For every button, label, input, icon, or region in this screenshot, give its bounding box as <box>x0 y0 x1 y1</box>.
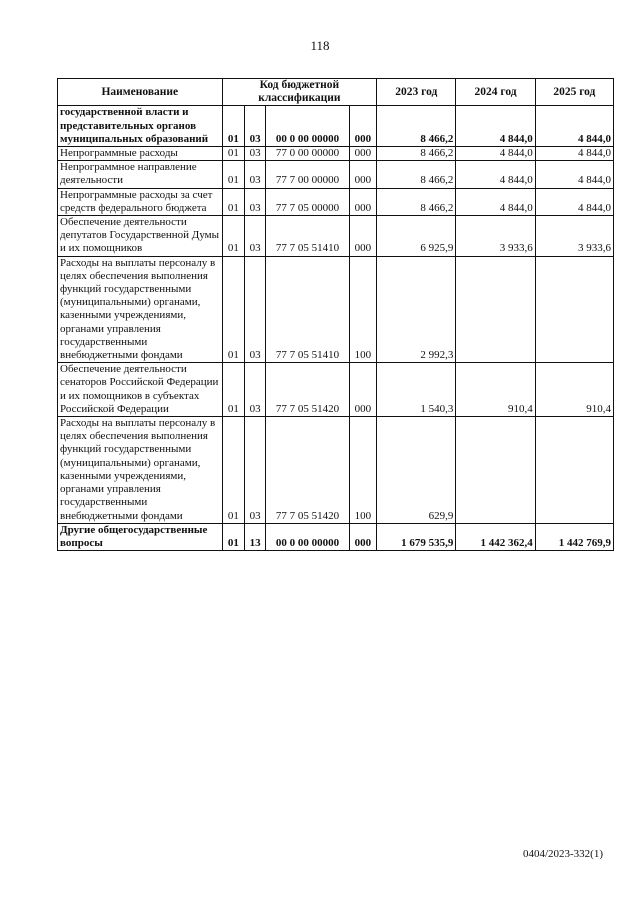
value-2024: 910,4 <box>456 363 535 417</box>
header-2023: 2023 год <box>377 79 456 106</box>
target-article-code: 77 0 00 00000 <box>266 147 349 161</box>
row-name: Другие общегосударственные вопросы <box>58 523 223 550</box>
value-2025: 4 844,0 <box>535 106 613 147</box>
header-name: Наименование <box>58 79 223 106</box>
target-article-code: 77 7 05 51420 <box>266 417 349 524</box>
subsection-code: 03 <box>245 256 266 363</box>
target-article-code: 00 0 00 00000 <box>266 106 349 147</box>
section-code: 01 <box>222 106 244 147</box>
header-code: Код бюджетной классификации <box>222 79 377 106</box>
table-row <box>58 363 614 417</box>
row-name: государственной власти и представительных органов муниципальных образований <box>58 106 223 147</box>
table-row <box>58 188 614 215</box>
section-code: 01 <box>222 216 244 257</box>
section-code: 01 <box>222 417 244 524</box>
target-article-code: 77 7 05 51420 <box>266 363 349 417</box>
expense-type-code: 000 <box>349 106 376 147</box>
target-article-code: 00 0 00 00000 <box>266 523 349 550</box>
value-2024: 4 844,0 <box>456 188 535 215</box>
row-name: Расходы на выплаты персоналу в целях обеспечения выполнения функций государственными (муниципальными) органами, казенными учреждениями, органами управления государственными внебюджетными фондами <box>58 256 223 363</box>
value-2025: 4 844,0 <box>535 147 613 161</box>
value-2024 <box>456 256 535 363</box>
expense-type-code: 000 <box>349 216 376 257</box>
table-row <box>58 161 614 188</box>
expense-type-code: 000 <box>349 161 376 188</box>
subsection-code: 03 <box>245 363 266 417</box>
value-2024: 4 844,0 <box>456 147 535 161</box>
subsection-code: 03 <box>245 417 266 524</box>
subsection-code: 03 <box>245 216 266 257</box>
target-article-code: 77 7 00 00000 <box>266 161 349 188</box>
expense-type-code: 000 <box>349 523 376 550</box>
row-name: Непрограммные расходы <box>58 147 223 161</box>
value-2023: 6 925,9 <box>377 216 456 257</box>
value-2023: 8 466,2 <box>377 188 456 215</box>
table-row <box>58 417 614 524</box>
table-row <box>58 216 614 257</box>
section-code: 01 <box>222 363 244 417</box>
page-number: 118 <box>310 38 330 53</box>
table-row <box>58 147 614 161</box>
value-2023: 1 679 535,9 <box>377 523 456 550</box>
value-2023: 8 466,2 <box>377 147 456 161</box>
budget-table <box>57 78 614 551</box>
value-2025: 910,4 <box>535 363 613 417</box>
value-2025 <box>535 256 613 363</box>
section-code: 01 <box>222 188 244 215</box>
value-2025: 4 844,0 <box>535 188 613 215</box>
value-2023: 2 992,3 <box>377 256 456 363</box>
expense-type-code: 000 <box>349 147 376 161</box>
target-article-code: 77 7 05 51410 <box>266 216 349 257</box>
row-name: Непрограммные расходы за счет средств федерального бюджета <box>58 188 223 215</box>
table-row <box>58 523 614 550</box>
section-code: 01 <box>222 523 244 550</box>
expense-type-code: 100 <box>349 417 376 524</box>
target-article-code: 77 7 05 51410 <box>266 256 349 363</box>
header-2024: 2024 год <box>456 79 535 106</box>
row-name: Расходы на выплаты персоналу в целях обеспечения выполнения функций государственными (муниципальными) органами, казенными учреждениями, органами управления государственными внебюджетными фондами <box>58 417 223 524</box>
expense-type-code: 000 <box>349 363 376 417</box>
value-2024: 4 844,0 <box>456 106 535 147</box>
value-2025 <box>535 417 613 524</box>
value-2023: 8 466,2 <box>377 161 456 188</box>
value-2024 <box>456 417 535 524</box>
value-2025: 1 442 769,9 <box>535 523 613 550</box>
table-header-row <box>58 79 614 106</box>
section-code: 01 <box>222 147 244 161</box>
subsection-code: 03 <box>245 188 266 215</box>
header-2025: 2025 год <box>535 79 613 106</box>
section-code: 01 <box>222 256 244 363</box>
target-article-code: 77 7 05 00000 <box>266 188 349 215</box>
expense-type-code: 000 <box>349 188 376 215</box>
subsection-code: 03 <box>245 161 266 188</box>
document-code: 0404/2023-332(1) <box>522 848 603 860</box>
table-row <box>58 106 614 147</box>
value-2023: 1 540,3 <box>377 363 456 417</box>
row-name: Непрограммное направление деятельности <box>58 161 223 188</box>
value-2024: 3 933,6 <box>456 216 535 257</box>
row-name: Обеспечение деятельности депутатов Государственной Думы и их помощников <box>58 216 223 257</box>
subsection-code: 03 <box>245 106 266 147</box>
value-2023: 8 466,2 <box>377 106 456 147</box>
value-2025: 3 933,6 <box>535 216 613 257</box>
value-2025: 4 844,0 <box>535 161 613 188</box>
expense-type-code: 100 <box>349 256 376 363</box>
value-2024: 1 442 362,4 <box>456 523 535 550</box>
subsection-code: 03 <box>245 147 266 161</box>
table-row <box>58 256 614 363</box>
subsection-code: 13 <box>245 523 266 550</box>
section-code: 01 <box>222 161 244 188</box>
value-2023: 629,9 <box>377 417 456 524</box>
row-name: Обеспечение деятельности сенаторов Российской Федерации и их помощников в субъектах Российской Федерации <box>58 363 223 417</box>
value-2024: 4 844,0 <box>456 161 535 188</box>
